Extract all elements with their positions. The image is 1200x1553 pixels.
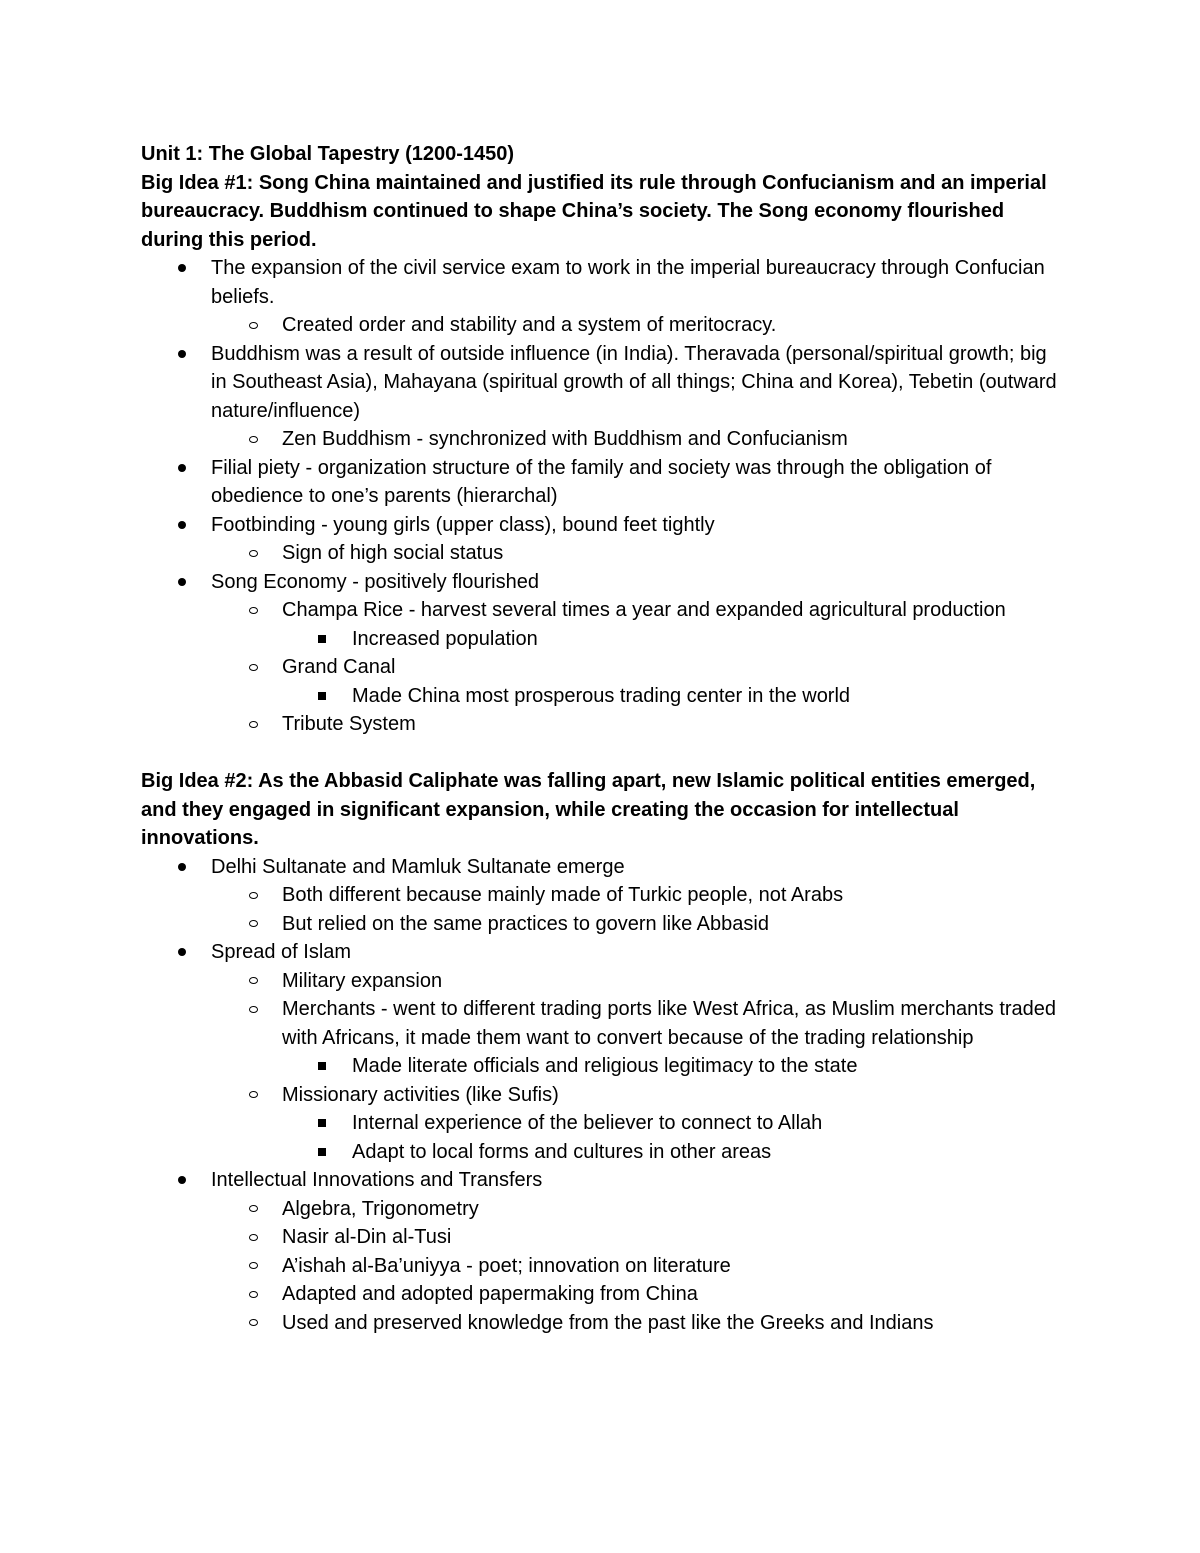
document-page [141, 140, 1061, 1337]
list-item [141, 1195, 1061, 1224]
big-idea-1-list [141, 254, 1061, 739]
bullet-circle-icon [249, 881, 258, 910]
bullet-circle-icon [249, 311, 258, 340]
bullet-circle-icon [249, 1252, 258, 1281]
list-item-text: Made China most prosperous trading center in the world [352, 684, 851, 707]
list-item [141, 1081, 1061, 1110]
list-item-text: Sign of high social status [282, 542, 504, 564]
bullet-circle-icon [249, 1081, 258, 1110]
list-item [141, 682, 1061, 711]
bullet-circle-icon [249, 995, 258, 1024]
list-item-text: Internal experience of the believer to connect to Allah [352, 1112, 823, 1134]
list-item-text: Filial piety - organization structure of the family and society was through the obligation of obedience to one’s parents (hierarchal) [211, 456, 992, 507]
bullet-circle-icon [249, 1309, 258, 1338]
list-item-text: Used and preserved knowledge from the past like the Greeks and Indians [282, 1311, 934, 1334]
list-item-text: But relied on the same practices to govern like Abbasid [282, 912, 769, 935]
list-item-text: Zen Buddhism - synchronized with Buddhism and Confucianism [282, 428, 848, 450]
bullet-square-icon [318, 1052, 326, 1081]
list-item [141, 938, 1061, 967]
list-item-text: Spread of Islam [211, 941, 352, 963]
list-item [141, 1109, 1061, 1138]
bullet-circle-icon [249, 1195, 258, 1224]
bullet-circle-icon [249, 425, 258, 454]
list-item [141, 425, 1061, 454]
list-item [141, 881, 1061, 910]
bullet-dot-icon [178, 340, 186, 369]
big-idea-2-heading: Big Idea #2: As the Abbasid Caliphate was falling apart, new Islamic political entities emerged, and they engaged in significant expansion, while creating the occasion for intellectual innovations. [141, 770, 1036, 849]
list-item-text: Song Economy - positively flourished [211, 570, 539, 593]
bullet-dot-icon [178, 1166, 186, 1195]
list-item-text: Adapted and adopted papermaking from China [282, 1283, 698, 1305]
list-item-text: Made literate officials and religious legitimacy to the state [352, 1055, 858, 1077]
list-item [141, 1223, 1061, 1252]
list-item [141, 710, 1061, 739]
big-idea-1-heading: Big Idea #1: Song China maintained and justified its rule through Confucianism and an imperial bureaucracy. Buddhism continued to shape China’s society. The Song economy flourished during this period. [141, 171, 1047, 251]
big-idea-2-list [141, 853, 1061, 1338]
list-item [141, 1166, 1061, 1195]
bullet-square-icon [318, 1109, 326, 1138]
bullet-dot-icon [178, 938, 186, 967]
list-item [141, 568, 1061, 597]
list-item [141, 910, 1061, 939]
list-item-text: Footbinding - young girls (upper class), bound feet tightly [211, 513, 715, 536]
bullet-circle-icon [249, 967, 258, 996]
list-item-text: Adapt to local forms and cultures in other areas [352, 1140, 772, 1163]
bullet-circle-icon [249, 653, 258, 682]
list-item [141, 539, 1061, 568]
bullet-dot-icon [178, 511, 186, 540]
bullet-circle-icon [249, 539, 258, 568]
list-item [141, 511, 1061, 540]
list-item-text: Both different because mainly made of Turkic people, not Arabs [282, 884, 844, 906]
list-item [141, 340, 1061, 426]
bullet-square-icon [318, 682, 326, 711]
list-item [141, 311, 1061, 340]
bullet-dot-icon [178, 853, 186, 882]
list-item-text: A’ishah al-Ba’uniyya - poet; innovation on literature [282, 1254, 731, 1277]
section-spacer [141, 739, 1061, 768]
list-item [141, 653, 1061, 682]
list-item [141, 454, 1061, 511]
list-item-text: Military expansion [282, 969, 443, 992]
list-item-text: Nasir al-Din al-Tusi [282, 1226, 452, 1248]
list-item [141, 596, 1061, 625]
bullet-circle-icon [249, 710, 258, 739]
list-item [141, 995, 1061, 1052]
list-item-text: Tribute System [282, 713, 416, 735]
list-item [141, 1309, 1061, 1338]
list-item [141, 1280, 1061, 1309]
list-item [141, 1252, 1061, 1281]
list-item-text: Merchants - went to different trading ports like West Africa, as Muslim merchants traded with Africans, it made them want to convert because of the trading relationship [282, 998, 1057, 1049]
list-item [141, 1138, 1061, 1167]
bullet-square-icon [318, 1138, 326, 1167]
bullet-circle-icon [249, 1223, 258, 1252]
list-item [141, 967, 1061, 996]
list-item [141, 1052, 1061, 1081]
unit-title: Unit 1: The Global Tapestry (1200-1450) [141, 143, 515, 165]
bullet-dot-icon [178, 454, 186, 483]
list-item [141, 853, 1061, 882]
list-item-text: Grand Canal [282, 656, 396, 678]
list-item [141, 254, 1061, 311]
bullet-circle-icon [249, 596, 258, 625]
bullet-dot-icon [178, 568, 186, 597]
list-item-text: Missionary activities (like Sufis) [282, 1083, 559, 1106]
list-item-text: Buddhism was a result of outside influence (in India). Theravada (personal/spiritual growth; big in Southeast Asia), Mahayana (spiritual growth of all things; China and Korea), Tebetin (outward nature/influence) [211, 342, 1057, 422]
bullet-dot-icon [178, 254, 186, 283]
list-item-text: Intellectual Innovations and Transfers [211, 1169, 543, 1191]
bullet-circle-icon [249, 910, 258, 939]
list-item-text: The expansion of the civil service exam to work in the imperial bureaucracy through Confucian beliefs. [211, 257, 1045, 308]
bullet-circle-icon [249, 1280, 258, 1309]
list-item-text: Champa Rice - harvest several times a year and expanded agricultural production [282, 599, 1006, 621]
bullet-square-icon [318, 625, 326, 654]
list-item [141, 625, 1061, 654]
list-item-text: Increased population [352, 627, 538, 650]
list-item-text: Created order and stability and a system of meritocracy. [282, 314, 777, 336]
list-item-text: Algebra, Trigonometry [282, 1197, 479, 1220]
list-item-text: Delhi Sultanate and Mamluk Sultanate emerge [211, 855, 625, 878]
